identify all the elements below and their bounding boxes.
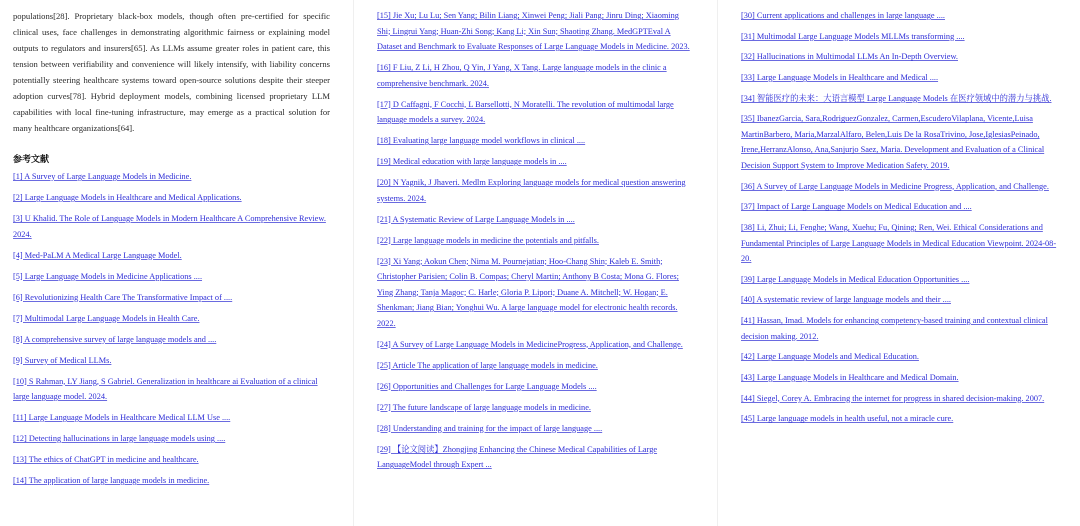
reference-link[interactable]: [7] Multimodal Large Language Models in Health Care. — [13, 313, 200, 323]
reference-link[interactable]: [13] The ethics of ChatGPT in medicine and healthcare. — [13, 455, 199, 464]
references-heading: 参考文献 — [13, 154, 50, 164]
reference-link[interactable]: [3] U Khalid. The Role of Language Models in Modern Healthcare A Comprehensive Review. 2024. — [13, 214, 326, 239]
reference-link[interactable]: [5] Large Language Models in Medicine Applications .... — [13, 271, 203, 281]
reference-link[interactable]: [40] A systematic review of large language models and their .... — [741, 295, 951, 305]
reference-link[interactable]: [36] A Survey of Large Language Models in Medicine Progress, Application, and Challenge. — [741, 181, 1049, 191]
reference-link[interactable]: [11] Large Language Models in Healthcare Medical LLM Use .... — [13, 413, 231, 422]
reference-link[interactable]: [10] S Rahman, LY Jiang, S Gabriel. Generalization in healthcare ai Evaluation of a clinical large language model. 2024. — [13, 376, 318, 401]
reference-link[interactable]: [20] N Yagnik, J Jhaveri. Medlm Exploring language models for medical question answering systems. 2024. — [377, 178, 686, 203]
reference-link[interactable]: [25] Article The application of large language models in medicine. — [377, 360, 598, 370]
reference-link[interactable]: [14] The application of large language models in medicine. — [13, 476, 210, 485]
reference-link[interactable]: [23] Xi Yang; Aokun Chen; Nima M. Pournejatian; Hoo-Chang Shin; Kaleb E. Smith; Christopher Parisien; Colin B. Compas; Cheryl Martin; Anthony B Costa; Mona G. Flores; Ying Zhang; Tanja Magoc; C. Harle; Gloria P. Lipori; Duane A. Mitchell; W. Hogan; E. Shenkman; Jiang Bian; Yonghui Wu. A large language model for electronic health records. 2022. — [377, 256, 679, 328]
reference-link[interactable]: [45] Large language models in health useful, not a miracle cure. — [741, 414, 954, 424]
reference-link[interactable]: [18] Evaluating large language model workflows in clinical .... — [377, 136, 586, 145]
reference-link[interactable]: [31] Multimodal Large Language Models MLLMs transforming .... — [741, 31, 965, 41]
reference-link[interactable]: [38] Li, Zhui; Li, Fenghe; Wang, Xuehu; Fu, Qining; Ren, Wei. Ethical Considerations and Fundamental Principles of Large Language Models in Medical Education Viewpoint. 2024-08-20. — [741, 223, 1057, 263]
column-right — [741, 8, 1063, 432]
reference-link[interactable]: [33] Large Language Models in Healthcare and Medical .... — [741, 73, 939, 83]
reference-link[interactable]: [35] IbanezGarcia, Sara,RodriguezGonzalez, Carmen,EscuderoVilaplana, Vicente,Luisa MartinBarbero, Maria,MarzalAlfaro, Belen,Luis De la RosaTrivino, Jose,IglesiasPeinado, Irene,HerranzAlonso, Ana,Sanjurjo Saez, Maria. Development and Evaluation of a Clinical Decision Support System to Improve Medication Safety. 2019. — [741, 114, 1045, 170]
reference-link[interactable]: [39] Large Language Models in Medical Education Opportunities .... — [741, 274, 970, 284]
reference-link[interactable]: [42] Large Language Models and Medical Education. — [741, 352, 919, 362]
column-divider — [353, 0, 354, 526]
reference-link[interactable]: [4] Med-PaLM A Medical Large Language Model. — [13, 250, 182, 260]
reference-link[interactable]: [8] A comprehensive survey of large language models and .... — [13, 334, 217, 344]
column-middle — [377, 8, 692, 478]
reference-list-middle — [377, 8, 692, 473]
reference-link[interactable]: [6] Revolutionizing Health Care The Transformative Impact of .... — [13, 292, 233, 302]
reference-link[interactable]: [19] Medical education with large language models in .... — [377, 157, 567, 166]
reference-list-left — [13, 169, 330, 489]
reference-link[interactable]: [24] A Survey of Large Language Models in MedicineProgress, Application, and Challenge. — [377, 339, 683, 349]
reference-link[interactable]: [26] Opportunities and Challenges for Large Language Models .... — [377, 381, 597, 391]
reference-link[interactable]: [37] Impact of Large Language Models on Medical Education and .... — [741, 202, 972, 212]
reference-link[interactable]: [43] Large Language Models in Healthcare and Medical Domain. — [741, 372, 959, 382]
reference-link[interactable]: [15] Jie Xu; Lu Lu; Sen Yang; Bilin Liang; Xinwei Peng; Jiali Pang; Jinru Ding; Xiaoming Shi; Lingrui Yang; Huan-Zhi Song; Kang Li; Xin Sun; Shaoting Zhang. MedGPTEval A Dataset and Benchmark to Evaluate Responses of Large Language Models in Medicine. 2023. — [377, 11, 690, 51]
reference-link[interactable]: [29] 【论文阅读】Zhongjing Enhancing the Chinese Medical Capabilities of Large LanguageModel through Expert ... — [377, 444, 658, 469]
reference-link[interactable]: [16] F Liu, Z Li, H Zhou, Q Yin, J Yang, X Tang. Large language models in the clinic a comprehensive benchmark. 2024. — [377, 63, 667, 88]
column-divider — [717, 0, 718, 526]
body-paragraph: populations[28]. Proprietary black-box models, though often pre-certified for specific clinical uses, face challenges in demonstrating algorithmic fairness or explaining model outputs to regulators and insurers[65]. As LLMs assume greater roles in patient care, this tension between verifiability and convenience will likely intensify, with liability concerns potentially steering healthcare systems toward open-source solutions despite their steeper adoption curves[78]. Hybrid deployment models, combining licensed proprietary LLM capabilities with local fine-tuning infrastructure, may emerge as a practical solution for many healthcare organizations[64]. — [13, 11, 330, 133]
reference-link[interactable]: [22] Large language models in medicine the potentials and pitfalls. — [377, 235, 599, 245]
reference-link[interactable]: [41] Hassan, Imad. Models for enhancing competency-based training and contextual clinical decision making. 2012. — [741, 316, 1048, 341]
reference-link[interactable]: [2] Large Language Models in Healthcare and Medical Applications. — [13, 193, 242, 202]
reference-link[interactable]: [9] Survey of Medical LLMs. — [13, 355, 112, 365]
reference-link[interactable]: [12] Detecting hallucinations in large language models using .... — [13, 434, 226, 443]
reference-link[interactable]: [21] A Systematic Review of Large Language Models in .... — [377, 214, 575, 224]
reference-link[interactable]: [1] A Survey of Large Language Models in Medicine. — [13, 172, 192, 181]
reference-link[interactable]: [27] The future landscape of large language models in medicine. — [377, 402, 591, 412]
reference-link[interactable]: [44] Siegel, Corey A. Embracing the internet for progress in shared decision-making. 2007. — [741, 393, 1045, 403]
reference-link[interactable]: [17] D Caffagni, F Cocchi, L Barsellotti, N Moratelli. The revolution of multimodal large language models a survey. 2024. — [377, 99, 674, 124]
reference-link[interactable]: [30] Current applications and challenges in large language .... — [741, 11, 945, 20]
reference-link[interactable]: [34] 智能医疗的未来：大语言模型 Large Language Models 在医疗领域中的潜力与挑战. — [741, 93, 1052, 103]
column-left — [13, 8, 330, 494]
reference-list-right — [741, 8, 1063, 427]
reference-link[interactable]: [32] Hallucinations in Multimodal LLMs An In-Depth Overview. — [741, 52, 958, 62]
reference-link[interactable]: [28] Understanding and training for the impact of large language .... — [377, 423, 603, 433]
